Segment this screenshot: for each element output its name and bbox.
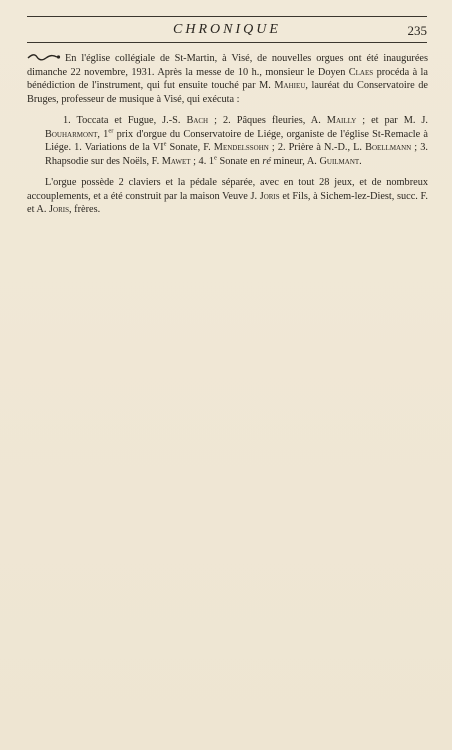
name-bach: Bach	[186, 115, 209, 126]
text-run: procéda à la bénédiction de l'instrument, qui fut ensuite touché par M.	[27, 66, 428, 91]
text-run: , frères.	[69, 204, 101, 215]
paragraph-program	[27, 114, 428, 168]
text-run: Sonate, F.	[166, 142, 214, 153]
name-guilmant: Guilmant	[319, 155, 360, 167]
text-run: mineur, A.	[270, 155, 320, 167]
superscript: e	[163, 140, 167, 148]
text-run: Sonate en	[216, 155, 263, 167]
text-run: ; 3. Rhapsodie sur des Noëls, F.	[45, 142, 428, 167]
text-run: et Fils, à Sichem-lez-Diest, succ. F. et A.	[27, 190, 428, 215]
name-mahieu: Mahieu	[274, 80, 306, 91]
header-rule-bottom	[27, 42, 427, 43]
paragraph-organ-description	[27, 176, 428, 217]
header-rule-top	[27, 16, 427, 17]
text-run: L'orgue possède 2 claviers et la pédale séparée, avec en tout 28 jeux, et de nombreux accouplements, et a été construit par la maison Veuve J.	[27, 177, 428, 202]
paragraph-inauguration	[27, 52, 428, 106]
name-boellmann: Boellmann	[365, 142, 412, 153]
name-mendelssohn: Mendelssohn	[213, 142, 269, 153]
squiggle-ornament-icon	[27, 53, 61, 62]
name-mailly: Mailly	[326, 115, 357, 126]
text-run: En l'église collégiale de St-Martin, à Visé, de nouvelles orgues ont été inaugurées dimanche 22 novembre, 1931. Après la messe de 10 h., monsieur le Doyen	[27, 53, 428, 78]
text-run: prix d'orgue du Conservatoire de Liége, organiste de l'église St-Remacle à Liége. 1. Variations de la VI	[45, 128, 428, 153]
name-mawet: Mawet	[161, 155, 191, 167]
superscript: er	[108, 127, 114, 135]
page-title: CHRONIQUE	[173, 22, 281, 37]
text-run: ; 2. Pâques fleuries, A.	[208, 115, 327, 126]
key-name: ré	[262, 155, 271, 167]
text-run: ; et par M. J.	[356, 115, 429, 126]
name-bouharmont: Bouharmont	[45, 128, 98, 140]
text-run: ; 2. Prière à N.-D., L.	[268, 142, 366, 153]
page-number: 235	[407, 23, 427, 38]
name-claes: Claes	[348, 66, 374, 78]
superscript: e	[214, 154, 217, 162]
running-head	[27, 16, 427, 44]
name-joris: Joris	[259, 190, 280, 202]
text-run: ; 4. 1	[190, 155, 215, 167]
name-joris: Joris	[49, 204, 69, 215]
article-body	[27, 52, 428, 225]
text-run: 1. Toccata et Fugue, J.-S.	[63, 115, 187, 126]
text-run: , lauréat du Conservatoire de Bruges, professeur de musique à Visé, qui exécuta :	[27, 80, 429, 105]
text-run: , 1	[97, 128, 109, 140]
text-run: .	[359, 155, 362, 167]
